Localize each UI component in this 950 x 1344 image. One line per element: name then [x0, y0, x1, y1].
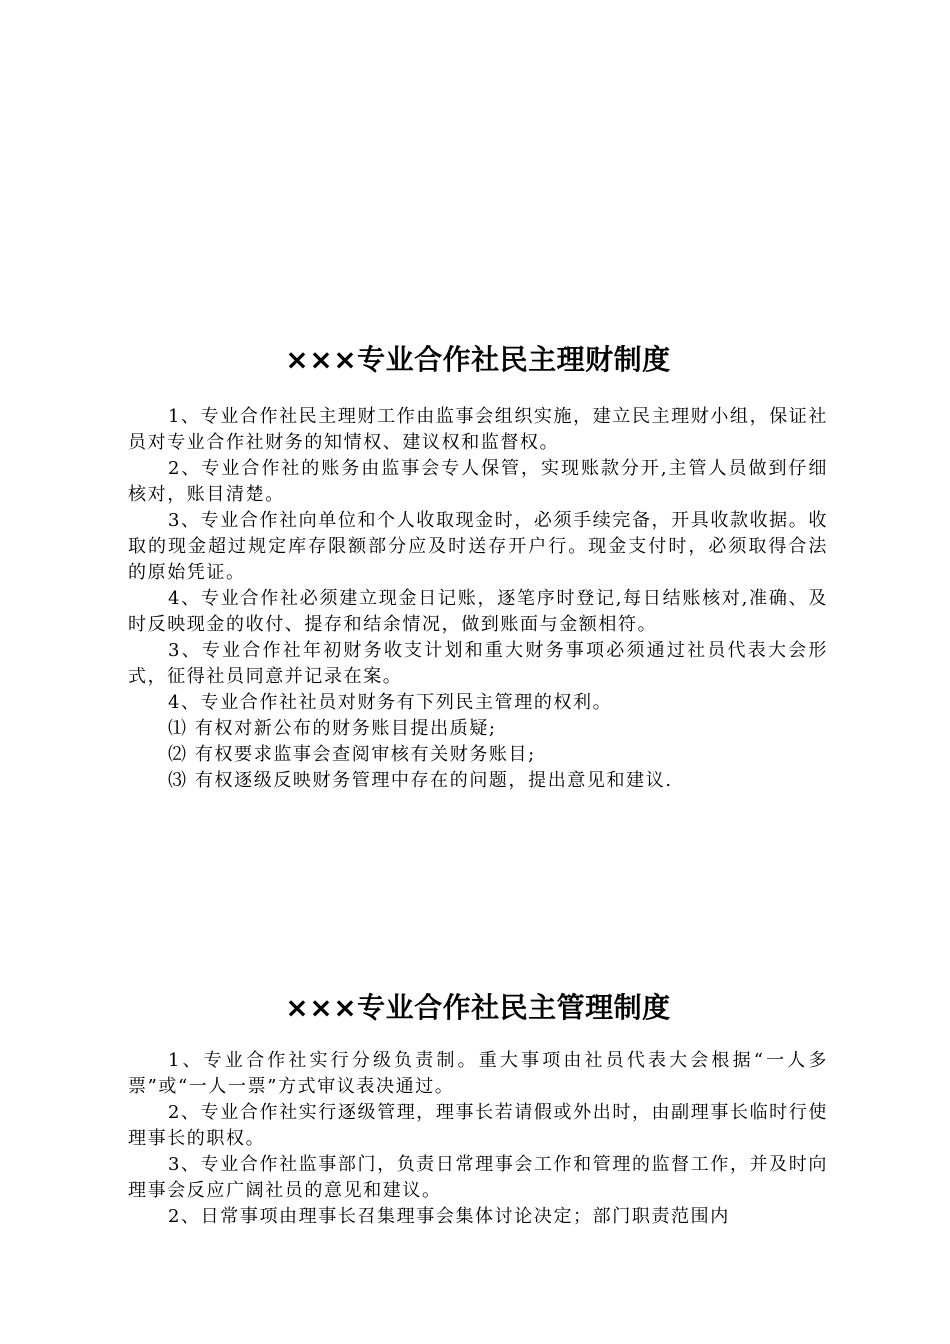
paragraph: 4、专业合作社必须建立现金日记账，逐笔序时登记,每日结账核对,准确、及时反映现金的收付、提存和结余情况，做到账面与金额相符。: [128, 588, 828, 635]
management-system-section: [128, 988, 828, 1230]
sub-item: ⑴ 有权对新公布的财务账目提出质疑;: [168, 718, 497, 739]
sub-item: ⑶ 有权逐级反映财务管理中存在的问题，提出意见和建议.: [168, 770, 673, 791]
paragraph: 2、日常事项由理事长召集理事会集体讨论决定；部门职责范围内: [168, 1206, 730, 1227]
paragraph: 4、专业合作社社员对财务有下列民主管理的权利。: [168, 692, 613, 713]
sub-item: ⑵ 有权要求监事会查阅审核有关财务账目;: [168, 744, 536, 765]
paragraph: 3、专业合作社监事部门，负责日常理事会工作和管理的监督工作，并及时向理事会反应广阔社员的意见和建议。: [128, 1154, 828, 1201]
paragraph: 3、专业合作社年初财务收支计划和重大财务事项必须通过社员代表大会形式，征得社员同意并记录在案。: [128, 640, 828, 687]
paragraph: 2、专业合作社实行逐级管理，理事长若请假或外出时，由副理事长临时行使理事长的职权。: [128, 1102, 828, 1149]
paragraph: 3、专业合作社向单位和个人收取现金时，必须手续完备，开具收款收据。收取的现金超过规定库存限额部分应及时送存开户行。现金支付时，必须取得合法的原始凭证。: [128, 510, 828, 583]
section-title: ×××专业合作社民主管理制度: [285, 991, 671, 1024]
paragraph: 1、专业合作社实行分级负责制。重大事项由社员代表大会根据“一人多票”或“一人一票”方式审议表决通过。: [128, 1050, 828, 1097]
paragraph: 2、专业合作社的账务由监事会专人保管，实现账款分开,主管人员做到仔细核对，账目清楚。: [128, 458, 828, 505]
paragraph: 1、专业合作社民主理财工作由监事会组织实施，建立民主理财小组，保证社员对专业合作社财务的知情权、建议权和监督权。: [128, 406, 828, 453]
section-title: ×××专业合作社民主理财制度: [285, 343, 671, 376]
financial-system-section: [128, 340, 828, 794]
